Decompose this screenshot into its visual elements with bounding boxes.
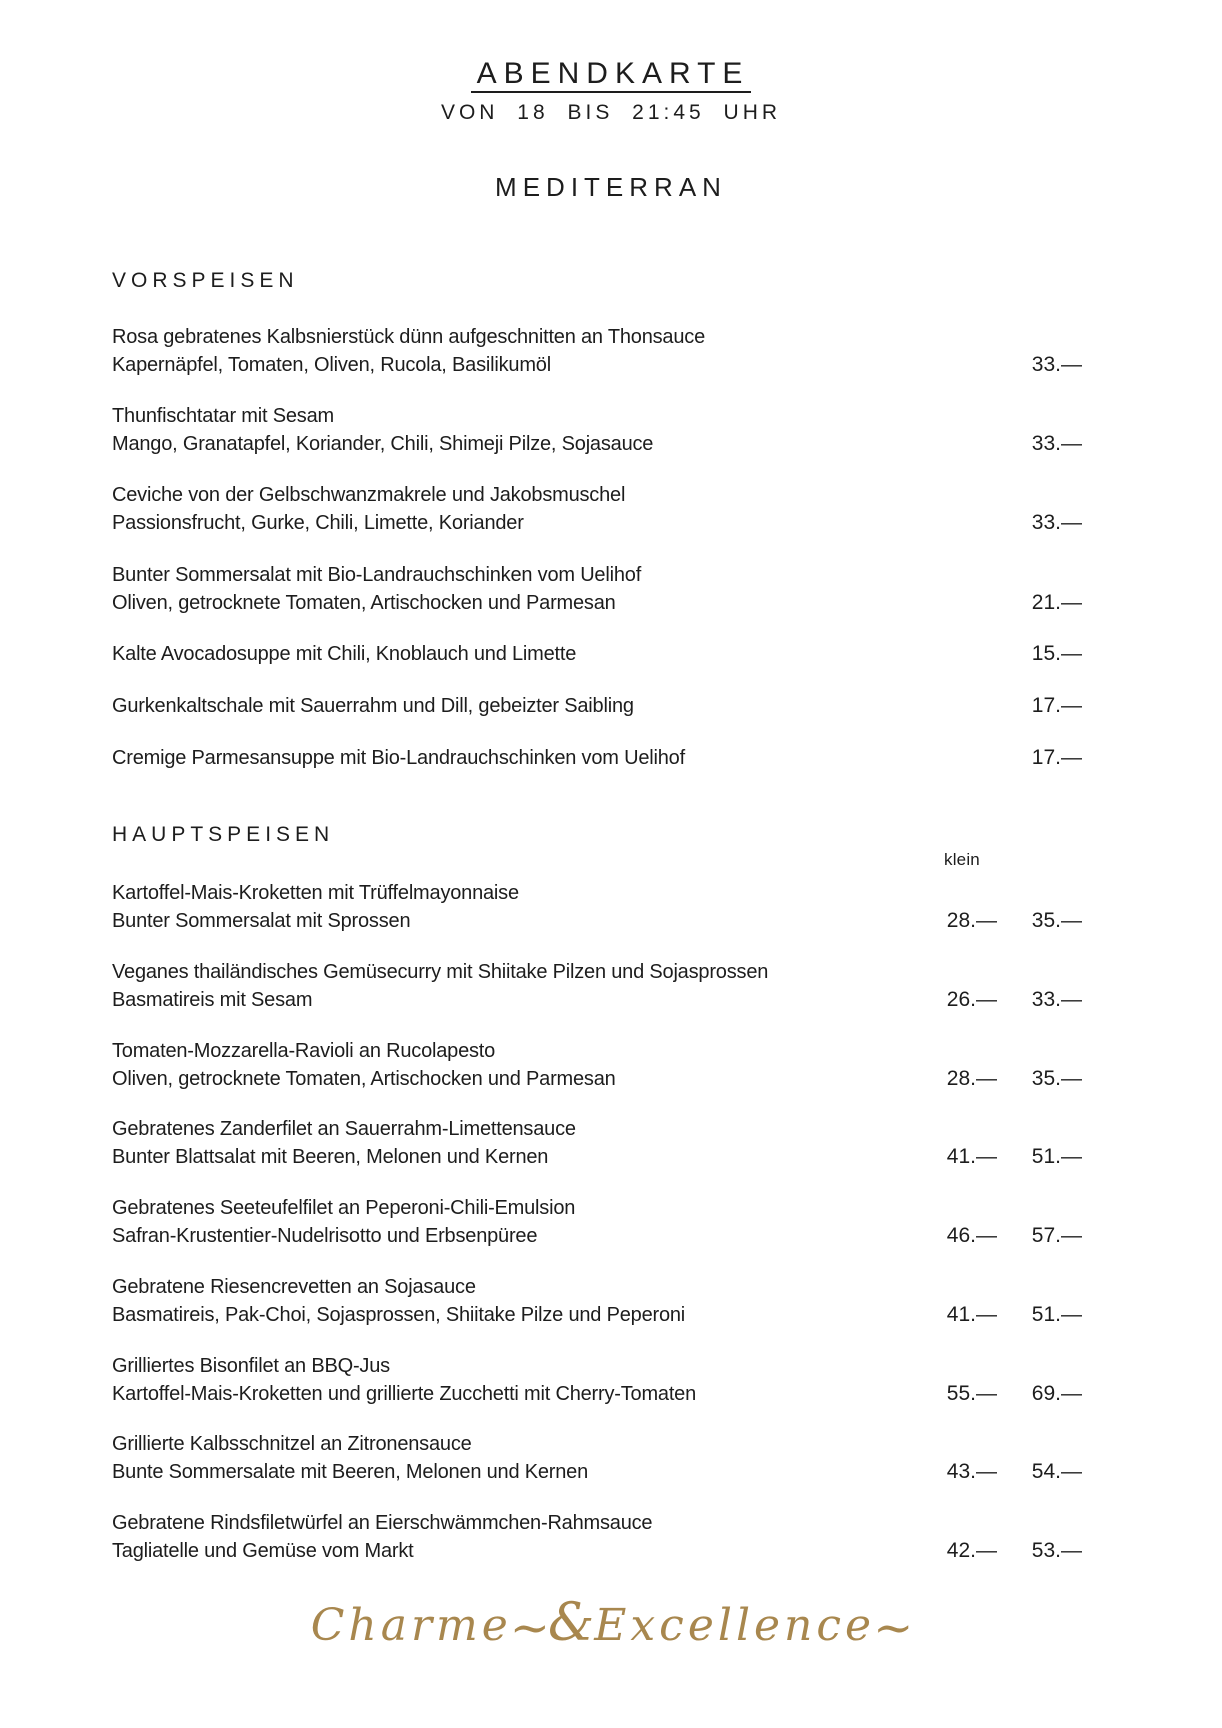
item-price-regular: 35.— — [1031, 909, 1082, 932]
item-price-small: 41.— — [946, 1303, 997, 1326]
menu-item — [112, 481, 1087, 537]
item-line1: Cremige Parmesansuppe mit Bio-Landrauchschinken vom Uelihof — [112, 747, 685, 769]
menu-item — [112, 402, 1087, 458]
item-price-small: 55.— — [946, 1382, 997, 1405]
item-price-regular: 33.— — [1031, 988, 1082, 1011]
item-price: 33.— — [1031, 353, 1082, 376]
item-line2: Bunter Sommersalat mit Sprossen — [112, 910, 411, 932]
brand-script-logo — [310, 1593, 914, 1656]
menu-title: ABENDKARTE — [471, 57, 752, 93]
item-price: 15.— — [1031, 642, 1082, 665]
item-line1: Bunter Sommersalat mit Bio-Landrauchschinken vom Uelihof — [112, 564, 642, 586]
item-line2: Oliven, getrocknete Tomaten, Artischocken und Parmesan — [112, 1068, 616, 1090]
item-line1: Kartoffel-Mais-Kroketten mit Trüffelmayonnaise — [112, 882, 519, 904]
item-price-small: 26.— — [946, 988, 997, 1011]
item-price-small: 41.— — [946, 1145, 997, 1168]
item-line2: Oliven, getrocknete Tomaten, Artischocken und Parmesan — [112, 592, 616, 614]
menu-item — [112, 1037, 1087, 1093]
menu-theme: MEDITERRAN — [495, 172, 727, 202]
swash-flourish-icon: ~ — [509, 1600, 550, 1656]
menu-item — [112, 1430, 1087, 1486]
menu-item — [112, 561, 1087, 617]
item-line2: Mango, Granatapfel, Koriander, Chili, Shimeji Pilze, Sojasauce — [112, 433, 654, 455]
item-line1: Ceviche von der Gelbschwanzmakrele und Jakobsmuschel — [112, 484, 626, 506]
item-line2: Bunter Blattsalat mit Beeren, Melonen und Kernen — [112, 1146, 549, 1168]
item-line1: Grilliertes Bisonfilet an BBQ-Jus — [112, 1355, 390, 1377]
item-line2: Basmatireis mit Sesam — [112, 989, 313, 1011]
menu-item — [112, 1352, 1087, 1408]
item-line2: Kartoffel-Mais-Kroketten und grillierte Zucchetti mit Cherry-Tomaten — [112, 1383, 697, 1405]
menu-item — [112, 1194, 1087, 1250]
item-line1: Gurkenkaltschale mit Sauerrahm und Dill, gebeizter Saibling — [112, 695, 634, 717]
menu-item — [112, 1273, 1087, 1329]
menu-item — [112, 692, 1087, 720]
item-price-regular: 51.— — [1031, 1145, 1082, 1168]
logo-word-charme: Charme — [310, 1600, 512, 1651]
item-price-regular: 51.— — [1031, 1303, 1082, 1326]
item-price-regular: 35.— — [1031, 1067, 1082, 1090]
section-heading-vorspeisen: VORSPEISEN — [112, 269, 299, 292]
menu-hours: VON 18 BIS 21:45 UHR — [440, 101, 782, 124]
item-price: 33.— — [1031, 432, 1082, 455]
menu-item — [112, 958, 1087, 1014]
item-price-small: 28.— — [946, 1067, 997, 1090]
item-price-regular: 57.— — [1031, 1224, 1082, 1247]
item-line2: Basmatireis, Pak-Choi, Sojasprossen, Shiitake Pilze und Peperoni — [112, 1304, 686, 1326]
menu-item — [112, 640, 1087, 668]
item-line1: Thunfischtatar mit Sesam — [112, 405, 334, 427]
logo-word-excellence: Excellence — [594, 1600, 876, 1651]
menu-item — [112, 879, 1087, 935]
item-line1: Veganes thailändisches Gemüsecurry mit Shiitake Pilzen und Sojasprossen — [112, 961, 769, 983]
item-line1: Gebratene Riesencrevetten an Sojasauce — [112, 1276, 476, 1298]
footer — [0, 1593, 1222, 1656]
menu-item — [112, 1115, 1087, 1171]
menu-item — [112, 1509, 1087, 1565]
section-heading-hauptspeisen: HAUPTSPEISEN — [112, 823, 335, 846]
header-subtitle-row — [0, 101, 1222, 125]
menu-item — [112, 744, 1087, 772]
item-line1: Grillierte Kalbsschnitzel an Zitronensauce — [112, 1433, 472, 1455]
item-line1: Gebratenes Seeteufelfilet an Peperoni-Chili-Emulsion — [112, 1197, 576, 1219]
item-price-small: 42.— — [946, 1539, 997, 1562]
item-line1: Gebratene Rindsfiletwürfel an Eierschwämmchen-Rahmsauce — [112, 1512, 653, 1534]
size-column-label: klein — [944, 850, 980, 869]
item-price-small: 46.— — [946, 1224, 997, 1247]
item-line2: Passionsfrucht, Gurke, Chili, Limette, Koriander — [112, 512, 524, 534]
item-price: 17.— — [1031, 746, 1082, 769]
item-price: 33.— — [1031, 511, 1082, 534]
menu-item — [112, 323, 1087, 379]
item-line2: Safran-Krustentier-Nudelrisotto und Erbsenpüree — [112, 1225, 538, 1247]
ampersand-glyph: & — [547, 1593, 595, 1653]
item-price-regular: 54.— — [1031, 1460, 1082, 1483]
item-line1: Kalte Avocadosuppe mit Chili, Knoblauch und Limette — [112, 643, 577, 665]
item-price: 17.— — [1031, 694, 1082, 717]
item-price-small: 43.— — [946, 1460, 997, 1483]
item-line1: Rosa gebratenes Kalbsnierstück dünn aufgeschnitten an Thonsauce — [112, 326, 705, 348]
item-line2: Bunte Sommersalate mit Beeren, Melonen und Kernen — [112, 1461, 589, 1483]
item-price-small: 28.— — [946, 909, 997, 932]
item-line1: Gebratenes Zanderfilet an Sauerrahm-Limettensauce — [112, 1118, 576, 1140]
item-line2: Tagliatelle und Gemüse vom Markt — [112, 1540, 414, 1562]
header-theme-row — [0, 172, 1222, 203]
item-line1: Tomaten-Mozzarella-Ravioli an Rucolapesto — [112, 1040, 496, 1062]
header — [0, 57, 1222, 93]
item-line2: Kapernäpfel, Tomaten, Oliven, Rucola, Basilikumöl — [112, 354, 551, 376]
item-price: 21.— — [1031, 591, 1082, 614]
item-price-regular: 53.— — [1031, 1539, 1082, 1562]
item-price-regular: 69.— — [1031, 1382, 1082, 1405]
swash-flourish-icon: ~ — [873, 1600, 914, 1656]
